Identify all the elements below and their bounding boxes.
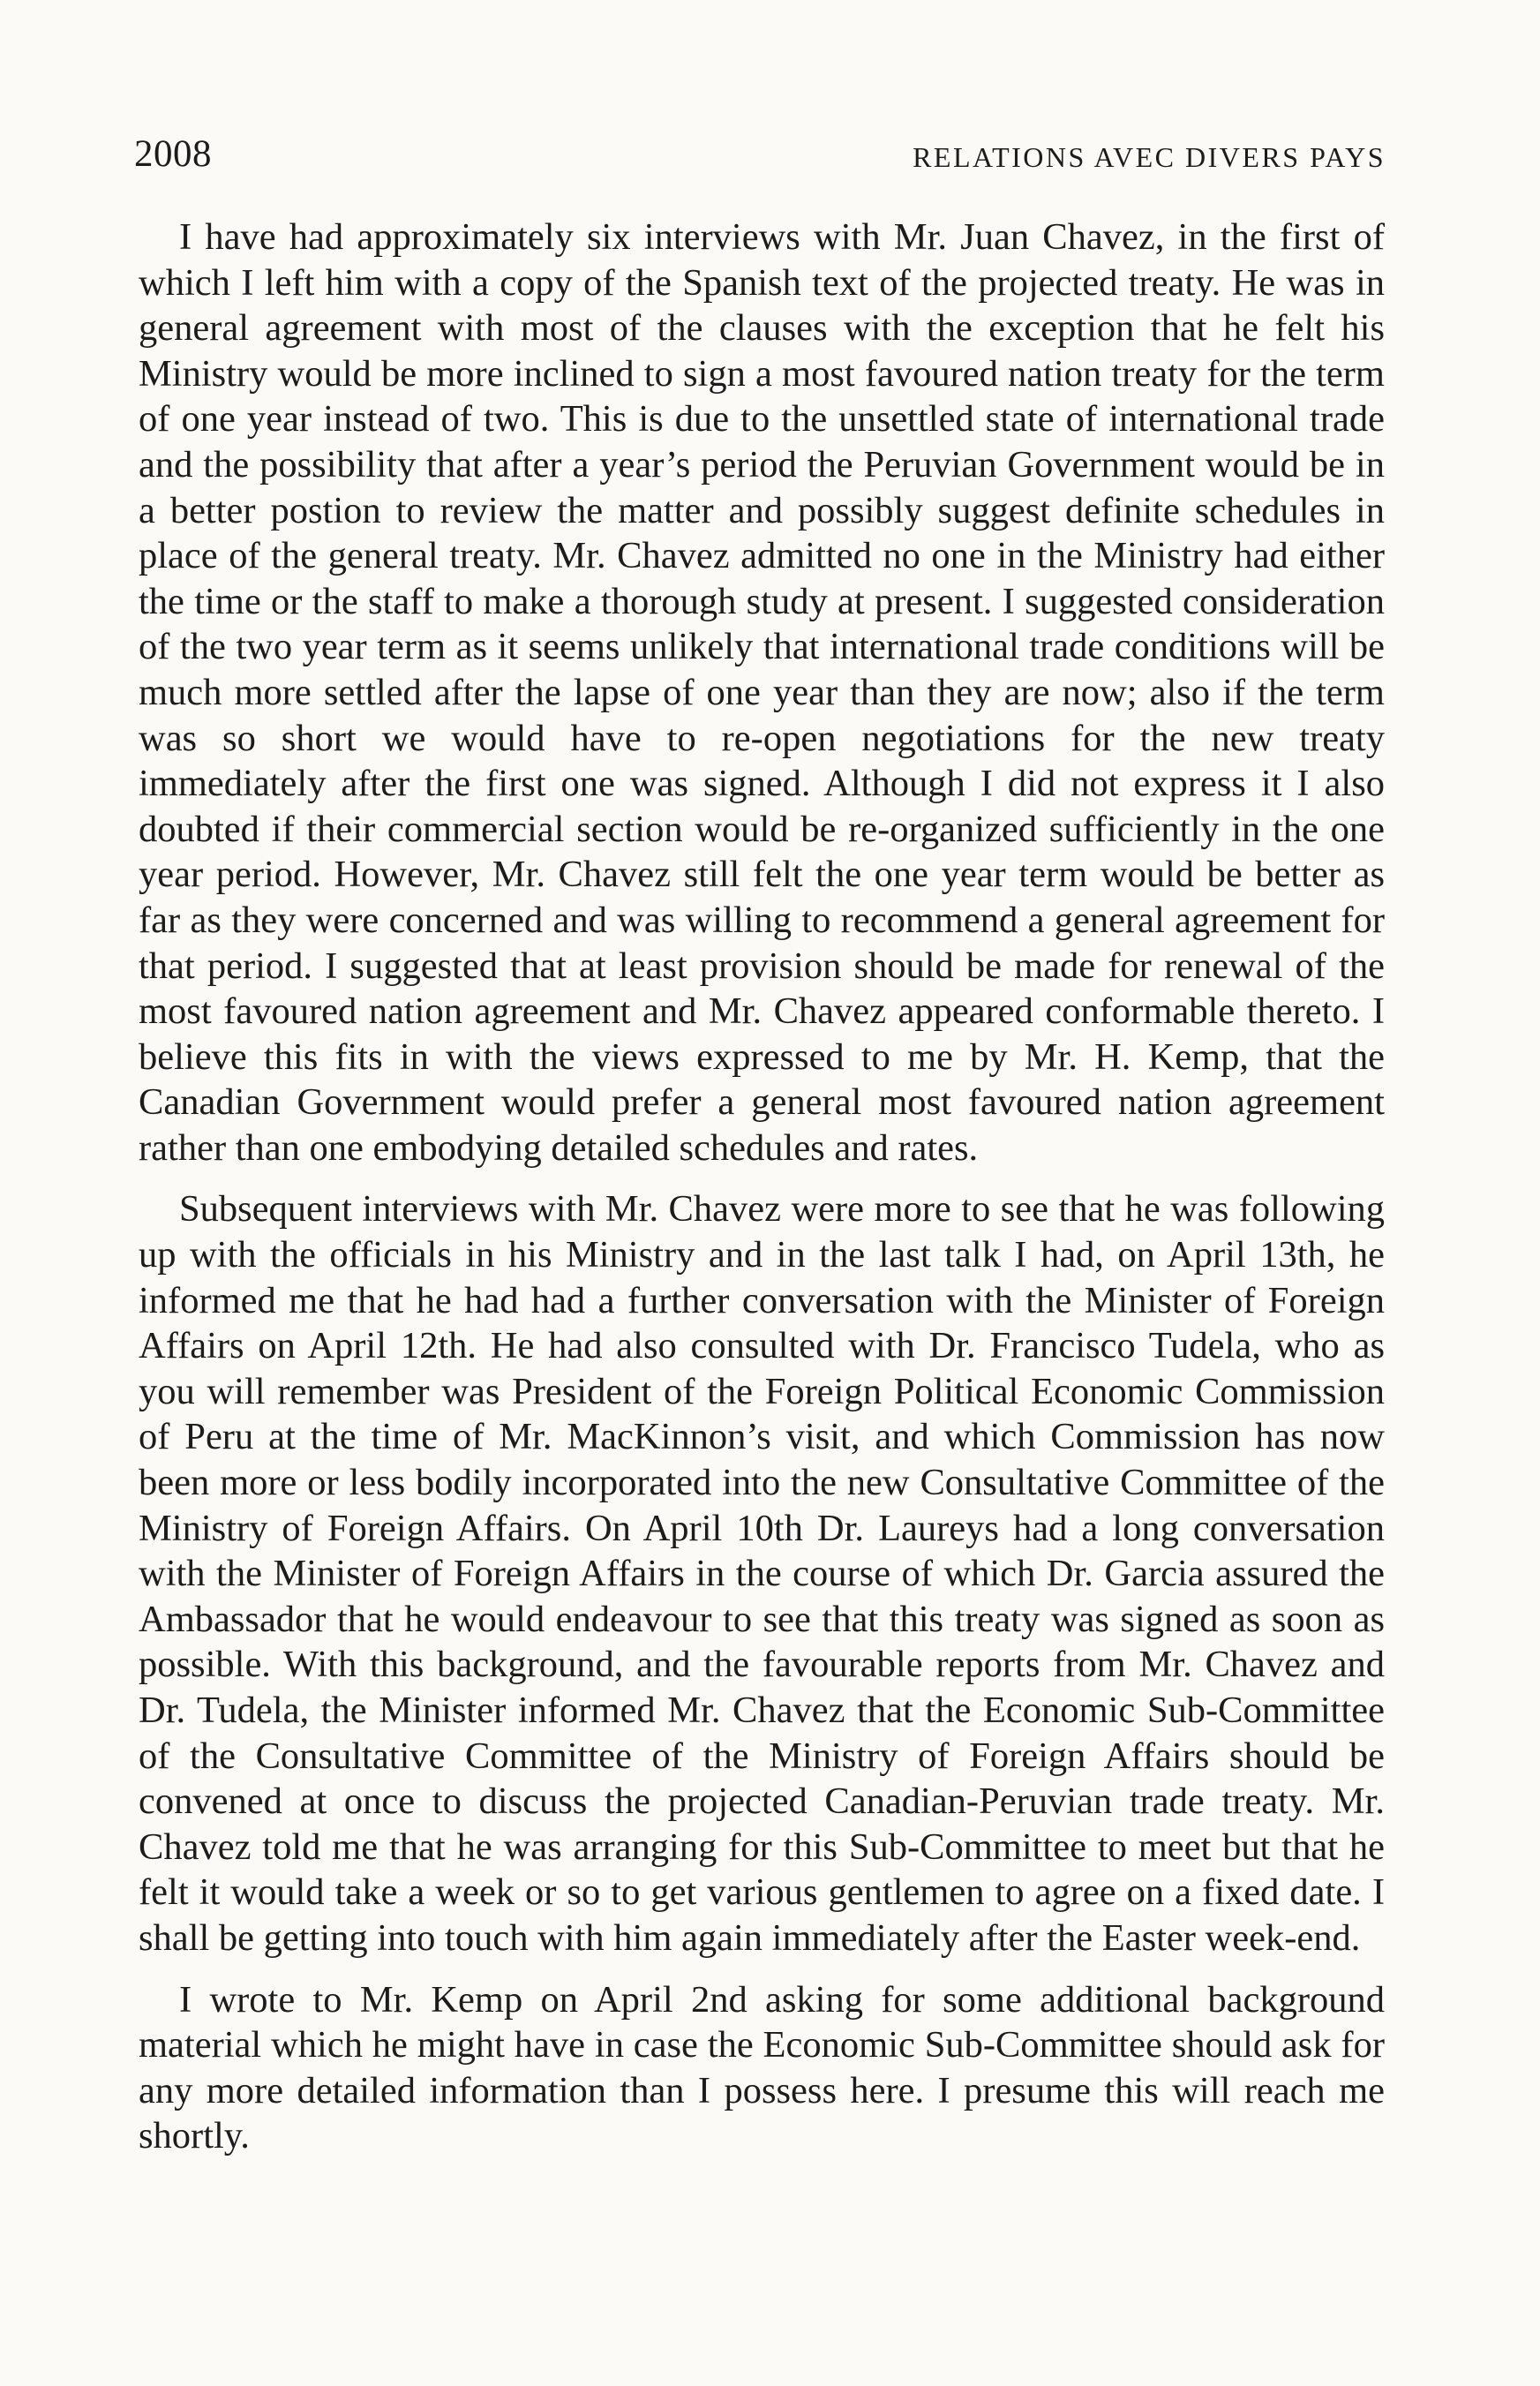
page-header [134,132,1386,185]
running-head: RELATIONS AVEC DIVERS PAYS [913,141,1386,173]
paragraph: Subsequent interviews with Mr. Chavez were more to see that he was following up with the officials in his Ministry and in the last talk I had, on April 13th, he informed me that he had had a further conversation with the Minister of Foreign Affairs on April 12th. He had also consulted with Dr. Francisco Tudela, who as you will remember was President of the Foreign Political Economic Commission of Peru at the time of Mr. MacKinnon’s visit, and which Commission has now been more or less bodily incorporated into the new Consultative Committee of the Ministry of Foreign Affairs. On April 10th Dr. Laureys had a long conversation with the Minister of Foreign Affairs in the course of which Dr. Garcia assured the Ambassador that he would endeavour to see that this treaty was signed as soon as possible. With this background, and the favourable reports from Mr. Chavez and Dr. Tudela, the Minister informed Mr. Chavez that the Economic Sub-Committee of the Consultative Committee of the Ministry of Foreign Affairs should be convened at once to discuss the projected Canadian-Peruvian trade treaty. Mr. Chavez told me that he was arranging for this Sub-Committee to meet but that he felt it would take a week or so to get various gentlemen to agree on a fixed date. I shall be getting into touch with him again immediately after the Easter week-end. [139,1188,1385,1959]
paragraph: I wrote to Mr. Kemp on April 2nd asking for some additional background material which he might have in case the Economic Sub-Committee should ask for any more detailed information than I possess here. I presume this will reach me shortly. [139,1978,1385,2157]
body-text [139,215,1385,2159]
page-number: 2008 [134,133,212,175]
paragraph: I have had approximately six interviews with Mr. Juan Chavez, in the first of which I left him with a copy of the Spanish text of the projected treaty. He was in general agreement with most of the clauses with the exception that he felt his Ministry would be more inclined to sign a most favoured nation treaty for the term of one year instead of two. This is due to the unsettled state of international trade and the possibility that after a year’s period the Peruvian Government would be in a better postion to review the matter and possibly suggest definite schedules in place of the general treaty. Mr. Chavez admitted no one in the Ministry had either the time or the staff to make a thorough study at present. I suggested consideration of the two year term as it seems unlikely that international trade conditions will be much more settled after the lapse of one year than they are now; also if the term was so short we would have to re-open negotiations for the new treaty immediately after the first one was signed. Although I did not express it I also doubted if their commercial section would be re-organized sufficiently in the one year period. However, Mr. Chavez still felt the one year term would be better as far as they were concerned and was willing to recommend a general agreement for that period. I suggested that at least provision should be made for renewal of the most favoured nation agreement and Mr. Chavez appeared conformable thereto. I believe this fits in with the views expressed to me by Mr. H. Kemp, that the Canadian Government would prefer a general most favoured nation agreement rather than one embodying detailed schedules and rates. [139,216,1385,1169]
